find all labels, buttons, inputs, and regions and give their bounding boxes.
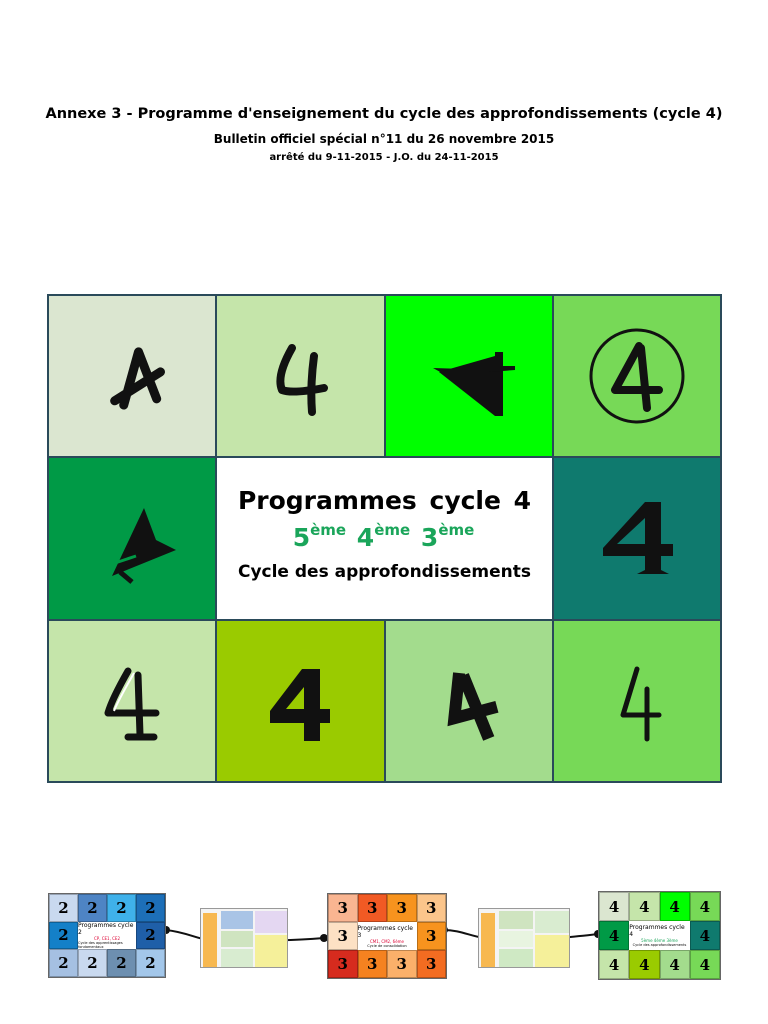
mini-tile: 4 [599,892,629,921]
digit-four-italic-icon [72,316,192,436]
digit-four-angled-icon [409,641,529,761]
mini-tile: 2 [49,894,78,922]
cycle-thumbnails-strip [0,880,768,990]
mini-title: Programmes cycle 3 [357,924,413,939]
mini-tile: 2 [49,949,78,977]
mini-tile: 3 [328,894,358,922]
level-4: 4ème [356,521,411,553]
cover-title: Programmes cycle 4 [237,486,532,516]
mini-title: Programmes cycle 4 [629,924,685,938]
mini-tile: 3 [358,894,388,922]
thumbnail-cycle-2 [48,893,166,978]
mini-tile: 2 [136,894,165,922]
mini-tile: 3 [328,922,358,950]
mini-tile: 3 [417,950,447,978]
document-preview-2 [478,908,570,968]
mini-tile: 4 [690,892,720,921]
mini-tile: 4 [629,892,659,921]
mini-tile: 4 [690,950,720,979]
mini-levels: CP, CE1, CE2 [93,935,121,941]
mini-tile: 3 [417,894,447,922]
level-3: 3ème [420,521,475,553]
mini-levels: CM1, CM2, 6ème [369,938,405,944]
document-preview-1 [200,908,288,968]
digit-four-handwritten-icon [240,316,360,436]
tile-four-wedge [385,295,553,457]
decree-reference: arrêté du 9-11-2015 - J.O. du 24-11-2015 [269,152,499,163]
digit-four-slab-icon [577,478,697,598]
mini-tile: 2 [136,922,165,950]
tile-four-angled [385,620,553,782]
mini-levels: 5ème 4ème 3ème [641,938,678,943]
mini-tile: 2 [107,949,136,977]
mini-tile: 4 [660,892,690,921]
bulletin-reference: Bulletin officiel spécial n°11 du 26 novembre 2015 [213,132,555,146]
mini-subtitle: Cycle des approfondissements [632,943,687,947]
cover-levels [293,521,477,552]
mini-tile: 4 [690,921,720,950]
mini-title-panel [78,922,136,950]
tile-four-slab [553,457,721,619]
mini-tile: 2 [107,894,136,922]
tile-four-bold [216,620,384,782]
mini-tile: 2 [78,949,107,977]
tile-four-ornate [48,620,216,782]
digit-four-circled-icon [577,316,697,436]
digit-four-thin-icon [577,641,697,761]
thumbnail-cycle-3 [327,893,447,979]
mini-tile: 3 [417,922,447,950]
digit-four-ornate-icon [72,641,192,761]
digit-four-bold-icon [240,641,360,761]
document-title: Annexe 3 - Programme d'enseignement du cycle des approfondissements (cycle 4) [45,106,723,122]
mini-title-panel [358,922,417,950]
mini-tile: 3 [328,950,358,978]
mini-title: Programmes cycle 2 [78,921,134,936]
digit-four-sail-icon [72,478,192,598]
mini-subtitle: Cycle de consolidation [367,943,407,948]
thumbnail-cycle-4 [598,891,721,980]
mini-title-panel [629,921,690,950]
mini-tile: 4 [599,950,629,979]
cover-subtitle: Cycle des approfondissements [237,562,532,583]
mini-tile: 2 [136,949,165,977]
cover-title-panel [216,457,553,619]
mini-tile: 4 [599,921,629,950]
mini-subtitle: Cycle des apprentissages fondamentaux [78,940,123,949]
mini-tile: 3 [358,950,388,978]
mini-tile: 3 [387,950,417,978]
level-5: 5ème [292,521,347,553]
tile-four-thin [553,620,721,782]
mini-tile: 4 [629,950,659,979]
digit-four-wedge-icon [409,316,529,436]
mini-tile: 4 [660,950,690,979]
mini-tile: 3 [387,894,417,922]
tile-four-handwritten [216,295,384,457]
cover-grid [47,294,722,783]
tile-four-circled [553,295,721,457]
mini-tile: 2 [78,894,107,922]
mini-tile: 2 [49,922,78,950]
tile-four-sail [48,457,216,619]
tile-four-italic [48,295,216,457]
